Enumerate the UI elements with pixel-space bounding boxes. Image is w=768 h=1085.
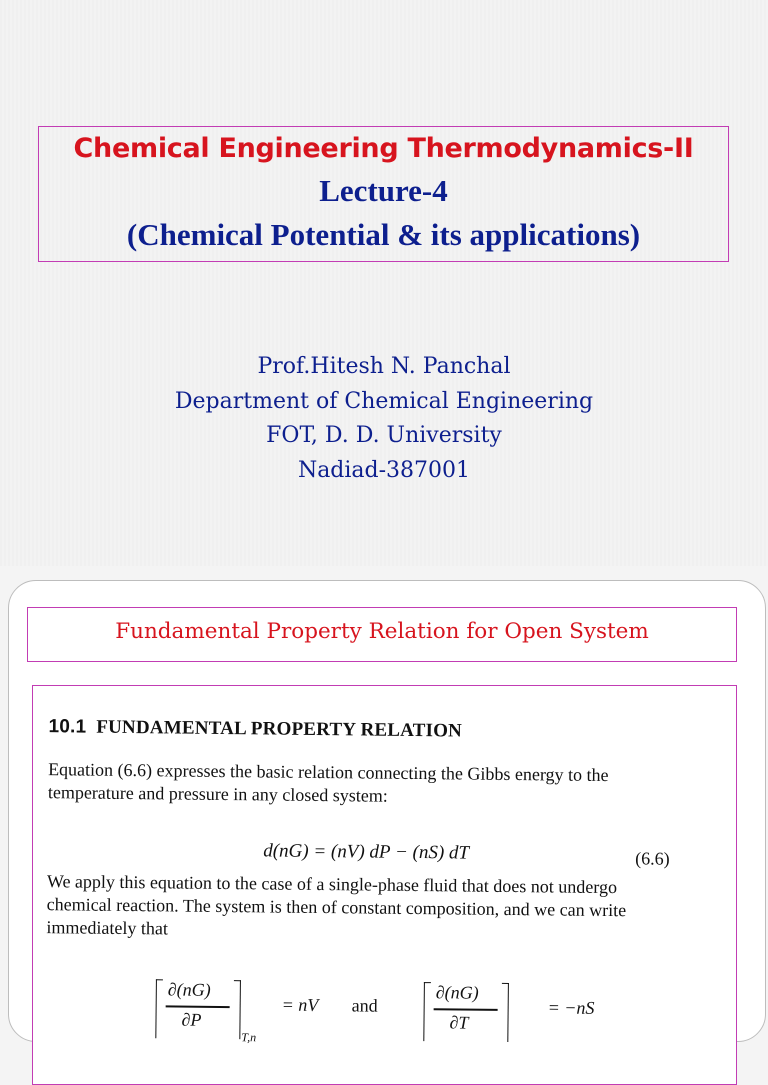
partial-derivative-pressure xyxy=(155,979,276,1050)
fraction-numerator: ∂(nG) xyxy=(435,982,479,1003)
author-name: Prof.Hitesh N. Panchal xyxy=(257,354,511,379)
content-slide xyxy=(8,580,766,1045)
fraction-bar xyxy=(434,1008,498,1010)
paragraph-2-line-1: We apply this equation to the case of a single-phase fluid that does not undergo xyxy=(46,871,618,898)
slide-heading: Fundamental Property Relation for Open System xyxy=(115,619,649,644)
equation-number: (6.6) xyxy=(635,848,670,869)
right-bracket-icon xyxy=(501,983,509,1042)
course-title: Chemical Engineering Thermodynamics-II xyxy=(73,133,694,164)
equation-6-6: d(nG) = (nV) dP − (nS) dT xyxy=(263,840,470,864)
lecture-topic: (Chemical Potential & its applications) xyxy=(126,217,641,252)
paragraph-2-line-3: immediately that xyxy=(46,917,169,939)
lecture-number: Lecture-4 xyxy=(319,173,448,208)
subscript: T,n xyxy=(241,1030,257,1045)
author-block xyxy=(0,350,768,488)
paragraph-2-line-2: chemical reaction. The system is then of constant composition, and we can write xyxy=(46,894,627,921)
and-word: and xyxy=(351,995,378,1016)
partial-derivative-temperature xyxy=(423,982,524,1053)
fraction-denominator: ∂P xyxy=(181,1009,202,1030)
rhs-nv: = nV xyxy=(281,994,319,1016)
fraction-denominator: ∂T xyxy=(449,1012,469,1033)
heading-frame xyxy=(27,607,737,662)
title-frame xyxy=(38,126,729,262)
section-number: 10.1 xyxy=(48,716,87,738)
right-bracket-icon xyxy=(233,980,241,1039)
left-bracket-icon xyxy=(423,982,431,1041)
paragraph-1-line-2: temperature and pressure in any closed system: xyxy=(47,782,388,806)
fraction-numerator: ∂(nG) xyxy=(167,979,211,1000)
author-city: Nadiad-387001 xyxy=(297,457,471,483)
paragraph-1-line-1: Equation (6.6) expresses the basic relation connecting the Gibbs energy to the xyxy=(48,759,609,786)
author-department: Department of Chemical Engineering xyxy=(174,388,594,414)
left-bracket-icon xyxy=(155,979,163,1038)
fraction-bar xyxy=(166,1005,230,1007)
scanned-page xyxy=(32,686,737,1085)
section-title xyxy=(48,716,462,742)
rhs-ns: = −nS xyxy=(547,997,595,1018)
paragraph-1 xyxy=(48,758,718,811)
textbook-excerpt xyxy=(32,685,737,1085)
author-institution: FOT, D. D. University xyxy=(266,423,502,448)
section-title-text: FUNDAMENTAL PROPERTY RELATION xyxy=(96,716,463,742)
paragraph-2 xyxy=(46,870,717,946)
